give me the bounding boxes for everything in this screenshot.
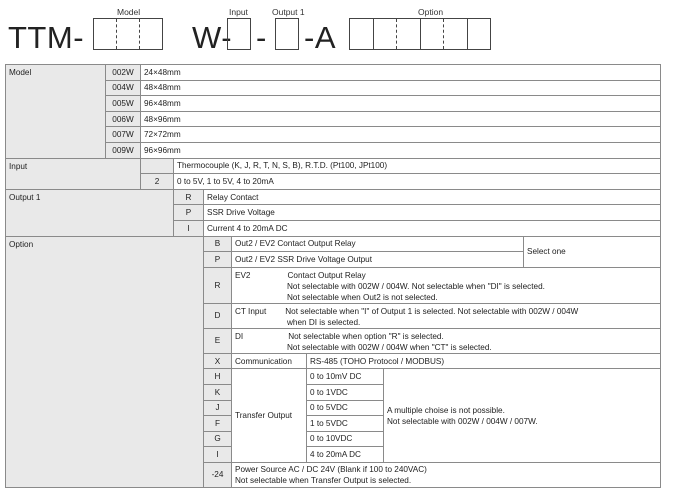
input-category: Input — [6, 158, 141, 189]
option-code: B — [204, 236, 232, 252]
communication-desc: RS-485 (TOHO Protocol / MODBUS) — [307, 353, 661, 369]
model-label: Model — [117, 7, 141, 17]
output1-desc: Relay Contact — [204, 189, 661, 205]
option-d-desc — [232, 303, 661, 328]
table-row — [6, 158, 661, 174]
model-desc: 96×96mm — [141, 142, 661, 158]
option-r-title: EV2 — [235, 270, 251, 280]
input-desc: Thermocouple (K, J, R, T, N, S, B), R.T.D. (Pt100, JPt100) — [174, 158, 661, 174]
option-category: Option — [6, 236, 204, 487]
option-code: F — [204, 416, 232, 432]
option-e-title: DI — [235, 331, 244, 341]
option-code: X — [204, 353, 232, 369]
table-row — [6, 236, 661, 252]
dash-2: -A — [304, 20, 336, 55]
select-one-note: Select one — [524, 236, 661, 267]
input-label: Input — [229, 7, 248, 17]
option-d-title: CT Input — [235, 306, 267, 316]
option-desc: Out2 / EV2 SSR Drive Voltage Output — [232, 252, 524, 268]
table-row — [6, 65, 661, 81]
model-code: 002W — [106, 65, 141, 81]
option-code: I — [204, 447, 232, 463]
model-code: 004W — [106, 80, 141, 96]
transfer-desc: 4 to 20mA DC — [307, 447, 384, 463]
transfer-note-line2: Not selectable with 002W / 004W / 007W. — [387, 416, 538, 426]
option-e-line1: Not selectable when option "R" is selected. — [288, 331, 444, 341]
w-char: W- — [192, 20, 233, 55]
input-code — [141, 158, 174, 174]
option-r-head — [235, 270, 657, 281]
output1-desc: SSR Drive Voltage — [204, 205, 661, 221]
transfer-desc: 1 to 5VDC — [307, 416, 384, 432]
model-code: 007W — [106, 127, 141, 143]
dash-1: - — [256, 20, 267, 55]
output1-code-box — [275, 18, 299, 50]
model-desc: 24×48mm — [141, 65, 661, 81]
option-r-line2: Not selectable with 002W / 004W. Not selectable when "DI" is selected. — [287, 281, 545, 291]
input-desc: 0 to 5V, 1 to 5V, 4 to 20mA — [174, 174, 661, 190]
transfer-note — [384, 369, 661, 463]
output1-label: Output 1 — [272, 7, 305, 17]
communication-title: Communication — [232, 353, 307, 369]
option-r-line3: Not selectable when Out2 is not selected. — [287, 292, 438, 302]
option-r-line1: Contact Output Relay — [287, 270, 366, 280]
transfer-desc: 0 to 10VDC — [307, 431, 384, 447]
model-desc: 72×72mm — [141, 127, 661, 143]
model-prefix: TTM- — [8, 20, 85, 55]
option-code: D — [204, 303, 232, 328]
option-label: Option — [418, 7, 444, 17]
option-code-box — [349, 18, 491, 50]
option-code: J — [204, 400, 232, 416]
output1-code: R — [174, 189, 204, 205]
option-e-head — [235, 331, 657, 342]
transfer-note-line1: A multiple choise is not possible. — [387, 405, 505, 415]
model-code-header — [0, 0, 700, 64]
option-e-line2: Not selectable with 002W / 004W when "CT" is selected. — [287, 342, 492, 352]
option-e-desc — [232, 328, 661, 353]
transfer-desc: 0 to 1VDC — [307, 384, 384, 400]
model-code: 009W — [106, 142, 141, 158]
model-desc: 48×48mm — [141, 80, 661, 96]
model-code-box — [93, 18, 163, 50]
option-desc: Out2 / EV2 Contact Output Relay — [232, 236, 524, 252]
output1-code: I — [174, 220, 204, 236]
output1-category: Output 1 — [6, 189, 174, 236]
option-code: P — [204, 252, 232, 268]
option-code: -24 — [204, 462, 232, 487]
model-desc: 96×48mm — [141, 96, 661, 112]
output1-code: P — [174, 205, 204, 221]
model-code: 005W — [106, 96, 141, 112]
model-code: 006W — [106, 111, 141, 127]
option-d-line2: when DI is selected. — [287, 317, 361, 327]
option-code: G — [204, 431, 232, 447]
option-code: K — [204, 384, 232, 400]
model-desc: 48×96mm — [141, 111, 661, 127]
power-line1: Power Source AC / DC 24V (Blank if 100 to 240VAC) — [235, 464, 427, 474]
option-d-head — [235, 306, 657, 317]
transfer-desc: 0 to 10mV DC — [307, 369, 384, 385]
option-code: R — [204, 267, 232, 303]
input-code-box — [227, 18, 251, 50]
power-line2: Not selectable when Transfer Output is selected. — [235, 475, 412, 485]
model-category: Model — [6, 65, 106, 159]
transfer-output-title: Transfer Output — [232, 369, 307, 463]
spec-table — [5, 64, 661, 488]
option-r-desc — [232, 267, 661, 303]
power-desc — [232, 462, 661, 487]
transfer-desc: 0 to 5VDC — [307, 400, 384, 416]
option-code: E — [204, 328, 232, 353]
option-code: H — [204, 369, 232, 385]
option-d-line1: Not selectable when "I" of Output 1 is selected. Not selectable with 002W / 004W — [285, 306, 579, 316]
table-row — [6, 189, 661, 205]
input-code: 2 — [141, 174, 174, 190]
output1-desc: Current 4 to 20mA DC — [204, 220, 661, 236]
